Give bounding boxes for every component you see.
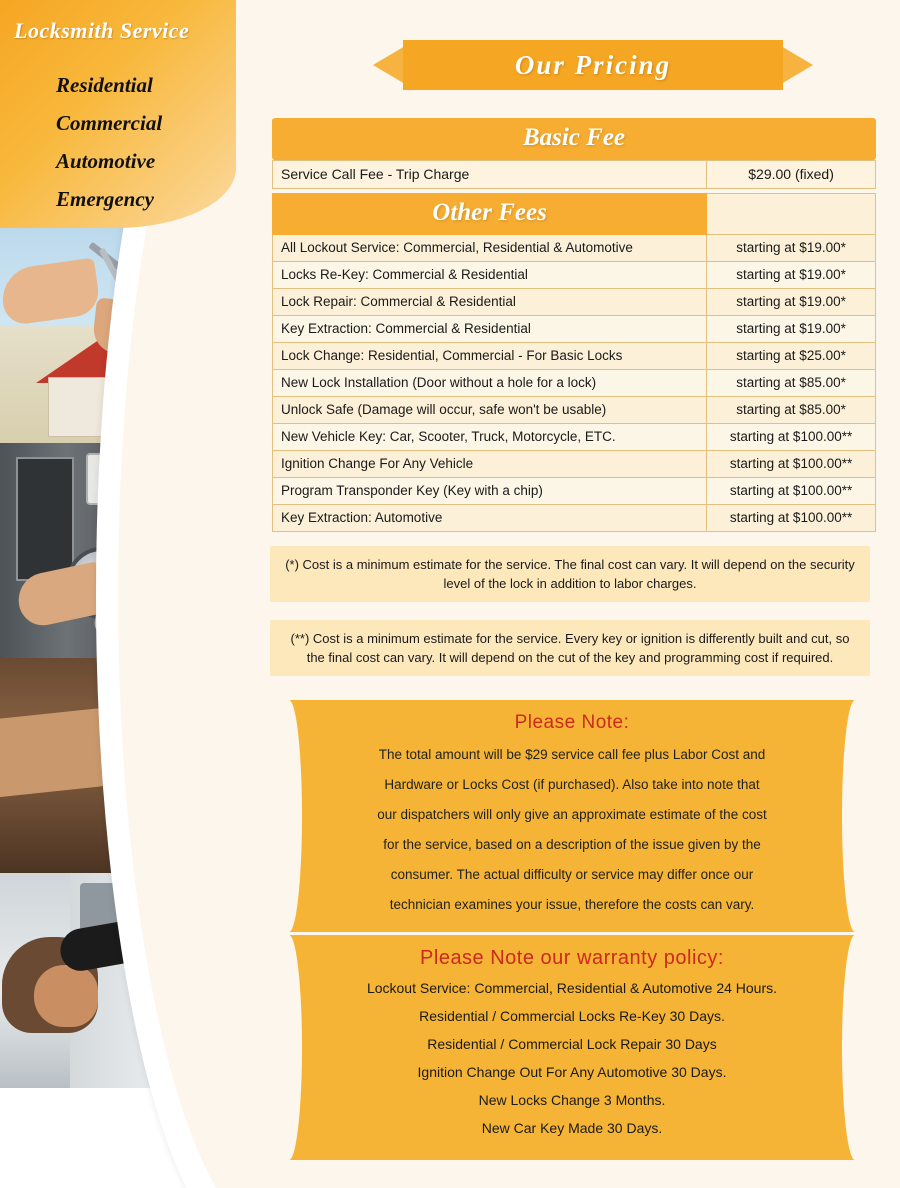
fee-service: New Vehicle Key: Car, Scooter, Truck, Motorcycle, ETC. — [273, 424, 707, 451]
fee-price: starting at $100.00** — [707, 424, 876, 451]
fee-price: starting at $100.00** — [707, 478, 876, 505]
fee-price: starting at $25.00* — [707, 343, 876, 370]
fee-price: starting at $85.00* — [707, 370, 876, 397]
main-content — [268, 0, 900, 1188]
warranty-callout — [276, 935, 868, 1160]
sidebar — [0, 0, 268, 1188]
table-row — [273, 289, 876, 316]
fee-service: Locks Re-Key: Commercial & Residential — [273, 262, 707, 289]
table-row — [273, 316, 876, 343]
table-row — [273, 397, 876, 424]
disclaimer-double-star: (**) Cost is a minimum estimate for the service. Every key or ignition is differently built and cut, so the final cost can vary. It will depend on the cut of the key and programming cost if required. — [270, 620, 870, 676]
fee-service: Lock Change: Residential, Commercial - For Basic Locks — [273, 343, 707, 370]
warranty-line: New Car Key Made 30 Days. — [481, 1120, 663, 1136]
please-note-line: technician examines your issue, therefore the costs can vary. — [389, 897, 755, 912]
ribbon-center — [403, 40, 783, 90]
table-row — [273, 262, 876, 289]
please-note-line: Hardware or Locks Cost (if purchased). Also take into note that — [384, 777, 760, 792]
please-note-line: our dispatchers will only give an approximate estimate of the cost — [377, 807, 767, 822]
fee-price: starting at $85.00* — [707, 397, 876, 424]
fee-price: starting at $100.00** — [707, 451, 876, 478]
fee-service: Program Transponder Key (Key with a chip) — [273, 478, 707, 505]
table-row — [273, 161, 876, 189]
service-item-emergency: Emergency — [56, 187, 154, 211]
table-row — [273, 370, 876, 397]
service-list — [56, 66, 162, 218]
service-item-commercial: Commercial — [56, 111, 163, 135]
fee-price: starting at $19.00* — [707, 262, 876, 289]
table-row — [273, 235, 876, 262]
please-note-line: consumer. The actual difficulty or service may differ once our — [390, 867, 754, 882]
warranty-line: Lockout Service: Commercial, Residential & Automotive 24 Hours. — [366, 980, 778, 996]
please-note-line: for the service, based on a description of the issue given by the — [383, 837, 761, 852]
ribbon-tail-left-icon — [373, 46, 405, 84]
pricing-banner — [373, 40, 813, 90]
technician-face-shape — [34, 965, 98, 1027]
warranty-line: Residential / Commercial Locks Re-Key 30 Days. — [419, 1008, 725, 1024]
other-fees-heading-spacer — [707, 194, 876, 235]
other-fees-table — [272, 193, 876, 532]
table-row — [273, 505, 876, 532]
basic-fee-heading: Basic Fee — [272, 118, 876, 160]
fee-service: New Lock Installation (Door without a hole for a lock) — [273, 370, 707, 397]
warranty-line: New Locks Change 3 Months. — [478, 1092, 666, 1108]
basic-fee-price: $29.00 (fixed) — [707, 161, 876, 189]
fee-price: starting at $19.00* — [707, 289, 876, 316]
table-row — [273, 451, 876, 478]
fee-price: starting at $19.00* — [707, 235, 876, 262]
fee-service: Key Extraction: Commercial & Residential — [273, 316, 707, 343]
service-item-residential: Residential — [56, 73, 153, 97]
please-note-callout — [276, 700, 868, 932]
fee-service: Key Extraction: Automotive — [273, 505, 707, 532]
fee-service: All Lockout Service: Commercial, Residential & Automotive — [273, 235, 707, 262]
table-row — [273, 424, 876, 451]
hand-shape — [0, 258, 101, 327]
warranty-title: Please Note our warranty policy: — [420, 947, 724, 969]
banner-title: Our Pricing — [514, 50, 672, 80]
basic-fee-service: Service Call Fee - Trip Charge — [273, 161, 707, 189]
ribbon-tail-right-icon — [781, 46, 813, 84]
service-item-automotive: Automotive — [56, 149, 156, 173]
disclaimer-single-star: (*) Cost is a minimum estimate for the service. The final cost can vary. It will depend on the security level of the lock in addition to labor charges. — [270, 546, 870, 602]
fee-service: Unlock Safe (Damage will occur, safe won't be usable) — [273, 397, 707, 424]
table-row — [273, 343, 876, 370]
table-row — [273, 478, 876, 505]
warranty-line: Ignition Change Out For Any Automotive 30 Days. — [417, 1064, 727, 1080]
pricing-tables — [272, 118, 876, 532]
other-fees-heading-row — [273, 194, 876, 235]
please-note-body — [322, 744, 822, 915]
basic-fee-table — [272, 160, 876, 189]
fee-service: Lock Repair: Commercial & Residential — [273, 289, 707, 316]
warranty-line: Residential / Commercial Lock Repair 30 Days — [427, 1036, 717, 1052]
please-note-title: Please Note: — [514, 712, 630, 733]
door-panel-shape — [16, 457, 74, 581]
brand-title: Locksmith Service — [14, 18, 190, 43]
fee-service: Ignition Change For Any Vehicle — [273, 451, 707, 478]
fee-price: starting at $19.00* — [707, 316, 876, 343]
fee-price: starting at $100.00** — [707, 505, 876, 532]
other-fees-heading: Other Fees — [273, 194, 707, 235]
please-note-line: The total amount will be $29 service call fee plus Labor Cost and — [378, 747, 766, 762]
